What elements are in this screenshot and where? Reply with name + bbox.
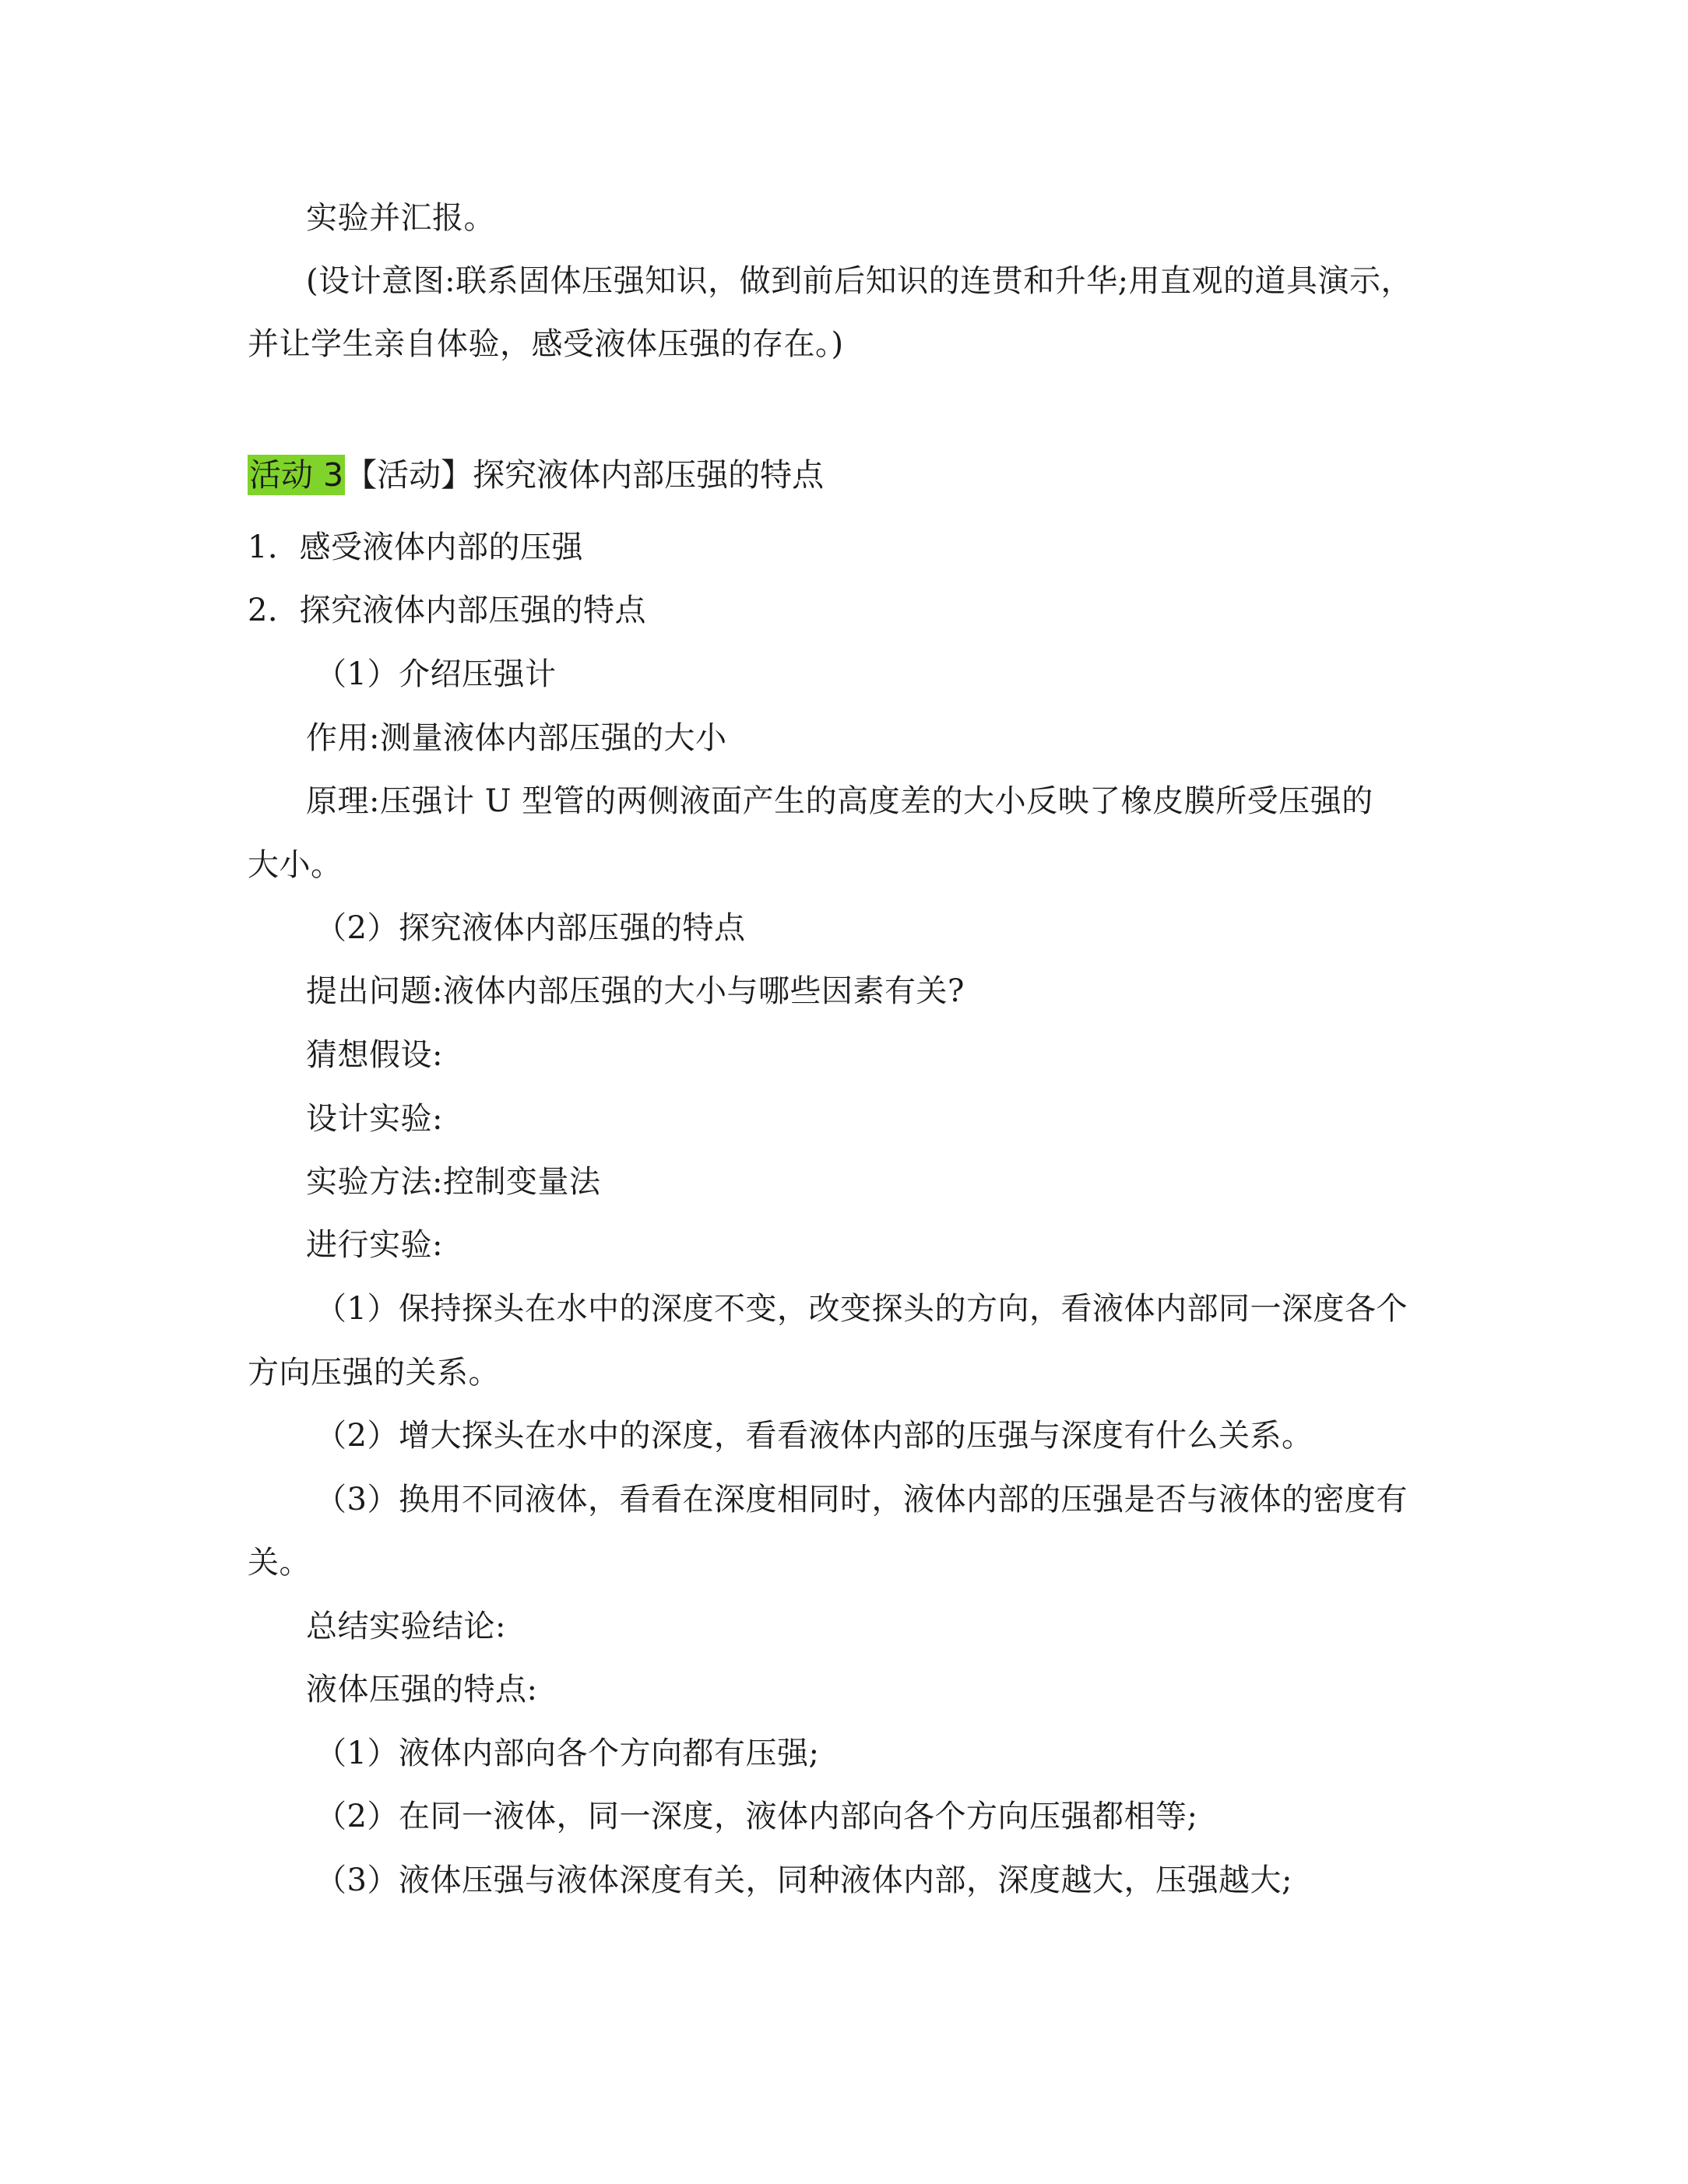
- principle-line-1: 原理:压强计 U 型管的两侧液面产生的高度差的大小反映了橡皮膜所受压强的: [306, 783, 1373, 819]
- list-item: 设计实验:: [306, 1101, 443, 1137]
- list-item: （1）介绍压强计: [315, 656, 557, 692]
- section-title: 【活动】探究液体内部压强的特点: [345, 456, 825, 494]
- list-item: 总结实验结论:: [306, 1609, 506, 1644]
- conclusion-item-3: （3）液体压强与液体深度有关，同种液体内部，深度越大，压强越大;: [315, 1862, 1292, 1898]
- conclusion-item-2: （2）在同一液体，同一深度，液体内部向各个方向压强都相等;: [315, 1799, 1198, 1834]
- list-item: 作用:测量液体内部压强的大小: [306, 720, 727, 756]
- experiment-step-3-line-1: （3）换用不同液体，看看在深度相同时，液体内部的压强是否与液体的密度有: [315, 1482, 1408, 1518]
- list-item: （2）探究液体内部压强的特点: [315, 910, 746, 946]
- list-item: 液体压强的特点:: [306, 1672, 538, 1707]
- list-item: 进行实验:: [306, 1227, 443, 1263]
- list-item: 1．感受液体内部的压强: [248, 529, 583, 565]
- list-item: 猜想假设:: [306, 1037, 443, 1073]
- design-intent-line-1: (设计意图:联系固体压强知识，做到前后知识的连贯和升华;用直观的道具演示，: [306, 263, 1413, 299]
- experiment-step-3-line-2: 关。: [248, 1545, 311, 1581]
- activity-badge: 活动 3: [249, 456, 344, 494]
- principle-line-2: 大小。: [248, 847, 343, 883]
- experiment-step-1-line-2: 方向压强的关系。: [248, 1355, 500, 1391]
- design-intent-line-2: 并让学生亲自体验，感受液体压强的存在。): [248, 326, 844, 362]
- paragraph-report: 实验并汇报。: [306, 200, 495, 236]
- experiment-step-1-line-1: （1）保持探头在水中的深度不变，改变探头的方向，看液体内部同一深度各个: [315, 1291, 1408, 1327]
- section-heading: [248, 452, 824, 498]
- list-item: 实验方法:控制变量法: [306, 1164, 601, 1200]
- conclusion-item-1: （1）液体内部向各个方向都有压强;: [315, 1736, 820, 1771]
- experiment-step-2: （2）增大探头在水中的深度，看看液体内部的压强与深度有什么关系。: [315, 1418, 1313, 1454]
- list-item: 提出问题:液体内部压强的大小与哪些因素有关?: [306, 973, 965, 1009]
- list-item: 2．探究液体内部压强的特点: [248, 593, 646, 628]
